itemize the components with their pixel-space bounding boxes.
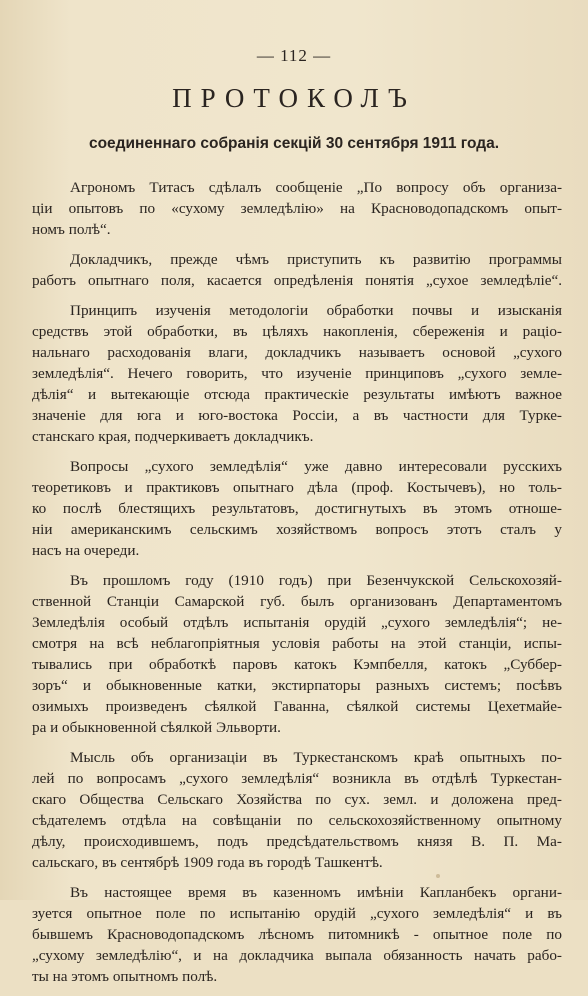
text-line: ко послѣ блестящихъ результатовъ, достигнутыхъ въ этомъ отноше- — [32, 500, 562, 517]
text-line: земледѣлія“. Нечего говорить, что изученіе принциповъ „сухого земле- — [32, 365, 562, 382]
text-line: станскаго края, подчеркиваетъ докладчикъ. — [32, 428, 314, 445]
text-line: Докладчикъ, прежде чѣмъ приступить къ развитію программы — [70, 251, 562, 268]
paragraph — [32, 570, 562, 738]
text-line: ственной Станціи Самарской губ. былъ организованъ Департаментомъ — [32, 593, 562, 610]
paragraph — [32, 177, 562, 240]
text-line: Земледѣлія особый отдѣлъ испытанія орудій „сухого земледѣлія“; не- — [32, 614, 562, 631]
text-line: Въ прошломъ году (1910 годъ) при Безенчукской Сельскохозяй- — [70, 572, 562, 589]
text-line: „сухому земледѣлію“, и на докладчика выпала обязанность начать рабо- — [32, 947, 562, 964]
text-line: работъ опытнаго поля, касается опредѣленія понятія „сухое земледѣліе“. — [32, 272, 562, 289]
text-line: Принципъ изученія методологіи обработки почвы и изысканія — [70, 302, 562, 319]
text-line: нальнаго расходованія влаги, докладчикъ называетъ основой „сухого — [32, 344, 562, 361]
text-line: ніи американскимъ сельскимъ хозяйствомъ вопросъ этотъ сталъ у — [32, 521, 562, 538]
paragraph — [32, 249, 562, 291]
paragraph — [32, 456, 562, 561]
text-line: сальскаго, въ сентябрѣ 1909 года въ городѣ Ташкентѣ. — [32, 854, 383, 871]
text-line: средствъ этой обработки, въ цѣляхъ накопленія, сбереженія и раціо- — [32, 323, 562, 340]
document-title: ПРОТОКОЛЪ — [172, 83, 416, 113]
text-line: сѣдателемъ отдѣла на совѣщаніи по сельскохозяйственному опытному — [32, 812, 562, 829]
text-line: дѣлія“ и вытекающіе отсюда практическіе результаты имѣютъ важное — [32, 386, 562, 403]
paragraph — [32, 300, 562, 447]
text-line: дѣлу, происходившемъ, подъ предсѣдательствомъ князя В. П. Ма- — [32, 833, 562, 850]
text-line: Мысль объ организаціи въ Туркестанскомъ краѣ опытныхъ по- — [70, 749, 562, 766]
text-line: озимыхъ произведенъ сѣялкой Гаванна, сѣялкой системы Цехетмайе- — [32, 698, 562, 715]
text-line: номъ полѣ“. — [32, 221, 111, 238]
text-line: зоръ“ и обыкновенные катки, экстирпаторы разныхъ системъ; посѣвъ — [32, 677, 562, 694]
paragraph — [32, 882, 562, 987]
text-line: Въ настоящее время въ казенномъ имѣніи Капланбекъ органи- — [70, 884, 562, 901]
page-number: — 112 — — [256, 46, 332, 65]
text-line: насъ на очереди. — [32, 542, 140, 559]
text-line: скаго Общества Сельскаго Хозяйства по сух. земл. и доложена пред- — [32, 791, 562, 808]
paragraph — [32, 747, 562, 873]
body-text — [32, 177, 562, 996]
text-line: смотря на всѣ неблагопріятныя условія работы на этой станціи, испы- — [32, 635, 562, 652]
text-line: значеніе для юга и юго-востока Россіи, а въ частности для Турке- — [32, 407, 562, 424]
text-line: Вопросы „сухого земледѣлія“ уже давно интересовали русскихъ — [70, 458, 562, 475]
text-line: тывались при обработкѣ паровъ катокъ Кэмпбелля, катокъ „Суббер- — [32, 656, 562, 673]
text-line: зуется опытное поле по испытанію орудій „сухого земледѣлія“ и въ — [32, 905, 562, 922]
text-line: ты на этомъ опытномъ полѣ. — [32, 968, 218, 985]
paper-spot — [436, 874, 440, 878]
text-line: теоретиковъ и практиковъ опытнаго дѣла (проф. Костычевъ), но толь- — [32, 479, 562, 496]
text-line: лей по вопросамъ „сухого земледѣлія“ возникла въ отдѣлѣ Туркестан- — [32, 770, 562, 787]
document-subtitle: соединеннаго собранія секцій 30 сентября 1911 года. — [88, 135, 500, 152]
text-line: бывшемъ Красноводопадскомъ лѣсномъ питомникѣ - опытное поле по — [32, 926, 562, 943]
text-line: ціи опытовъ по «сухому земледѣлію» на Красноводопадскомъ опыт- — [32, 200, 562, 217]
text-line: ра и обыкновенной сѣялкой Эльворти. — [32, 719, 281, 736]
text-line: Агрономъ Титасъ сдѣлалъ сообщеніе „По вопросу объ организа- — [70, 179, 562, 196]
